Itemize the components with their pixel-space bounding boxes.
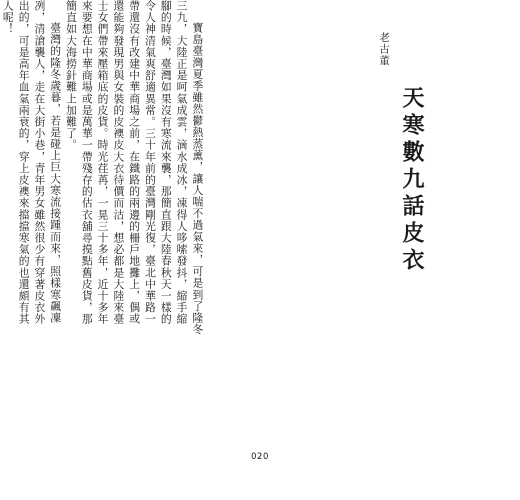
- author-header: 老古董: [378, 32, 390, 67]
- page-number: 020: [251, 452, 269, 462]
- body-text: [0, 0, 205, 336]
- paragraph-1: 寶島臺灣夏季雖然鬱熱蒸薰，讓人喘不過氣來，可是到了隆冬三九，大陸正是呵氣成雲，滴水成冰，凍得人哆嗦發抖，縮手縮腳的時候，臺灣如果沒有寒流來襲，那簡直跟大陸春秋天一樣的令人神清氣爽舒適異常。三十年前的臺灣剛光復，臺北中華路一帶還沒有改建中華商場之前，在鐵路的兩邊的柵戶地攤上，偶或還能夠發現男與女裝的皮襖皮大衣待價而沽，想必都是大陸來臺士女們帶來壓箱底的皮貨。時光荏苒，一晃三十多年，近十多年來要想在中華商場或是萬華一帶殘存的估衣舖尋摸點舊皮貨，那簡直如大海撈針難上加難了。: [64, 0, 205, 335]
- paragraph-2: 臺灣的隆冬歲暮，若是碰上巨大寒流接踵而來，照樣寒飆凜冽，清滄襲人，走在大街小巷，青年男女雖然很少有穿著皮衣外出的，可是高年血氣兩衰的，穿上皮襖來擋擋寒氣的也還頗有其人呢！: [1, 0, 63, 325]
- chapter-title: 天寒數九話皮衣: [399, 86, 425, 275]
